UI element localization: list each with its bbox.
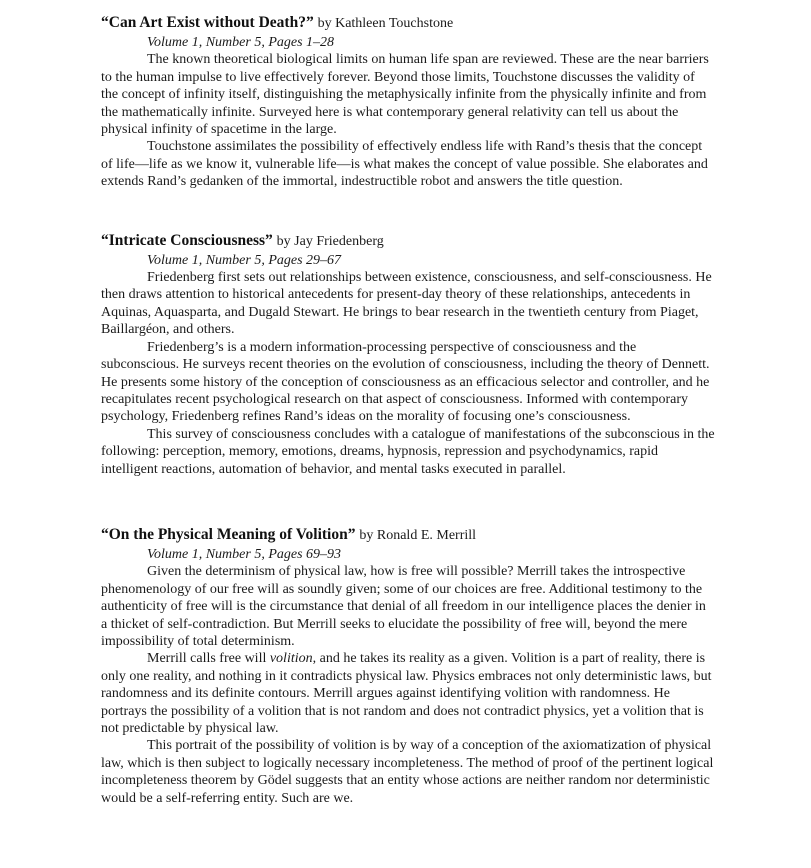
paragraph-run: Merrill calls free will bbox=[147, 651, 270, 667]
article-citation: Volume 1, Number 5, Pages 29–67 bbox=[147, 252, 342, 268]
article-paragraph bbox=[101, 650, 715, 737]
article-title-line bbox=[101, 13, 715, 34]
article-paragraph: Friedenberg first sets out relationships between existence, consciousness, and self-consciousness. He then draws attention to historical antecedents for present-day theory of these relationships, antecedents in Aquinas, Aquasparta, and Dugald Stewart. He brings to bear research in the twentieth century from Piaget, Baillargéon, and others. bbox=[101, 270, 712, 338]
article-paragraph: This survey of consciousness concludes with a catalogue of manifestations of the subconscious in the following: perception, memory, emotions, dreams, hypnosis, repression and psychodynamics, rapid intelligent reactions, automation of behavior, and mental tasks executed in parallel. bbox=[101, 426, 715, 477]
article-title: “Intricate Consciousness” bbox=[101, 231, 273, 249]
article-entry-intricate-consciousness bbox=[101, 231, 715, 478]
paragraph-run: , and he takes its reality as a given. Volition is a part of reality, there is only one reality, and nothing in it contradicts physical law. Physics embraces not only deterministic laws, but randomness and its definite contours. Merrill argues against identifying volition with randomness. He portrays the possibility of a volition that is not random and does not contradict physics, yet a volition that is not predictable by physical law. bbox=[101, 651, 712, 736]
article-entry-physical-meaning-of-volition bbox=[101, 525, 715, 807]
article-paragraph: Friedenberg’s is a modern information-processing perspective of consciousness and the subconscious. He surveys recent theories on the evolution of consciousness, including the theory of Dennett. He presents some history of the conception of consciousness as an efficacious selector and controller, and he recapitulates recent psychological research on that aspect of consciousness. Informed with contemporary psychology, Friedenberg refines Rand’s ideas on the morality of focusing one’s consciousness. bbox=[101, 339, 710, 425]
article-title-line bbox=[101, 231, 715, 252]
article-title-line bbox=[101, 525, 715, 546]
article-entry-can-art-exist bbox=[101, 13, 715, 191]
article-paragraph: This portrait of the possibility of volition is by way of a conception of the axiomatization of physical law, which is then subject to logically necessary incompleteness. The method of proof of the pertinent logical incompleteness theorem by Gödel suggests that an entity whose actions are neither random nor deterministic would be a self-referring entity. Such are we. bbox=[101, 738, 714, 806]
article-paragraph: The known theoretical biological limits on human life span are reviewed. These are the near barriers to the human impulse to live effectively forever. Beyond those limits, Touchstone discusses the validity of the concept of infinity itself, distinguishing the metaphysically infinite from the physically infinite and from the mathematically infinite. Surveyed here is what contemporary general relativity can tell us about the physical infinity of spacetime in the large. bbox=[101, 52, 709, 138]
article-paragraph: Touchstone assimilates the possibility of effectively endless life with Rand’s thesis that the concept of life—life as we know it, vulnerable life—is what makes the concept of value possible. She elaborates and extends Rand’s gedanken of the immortal, indestructible robot and answers the title question. bbox=[101, 139, 708, 190]
article-citation: Volume 1, Number 5, Pages 69–93 bbox=[147, 546, 342, 562]
article-citation: Volume 1, Number 5, Pages 1–28 bbox=[147, 35, 335, 50]
article-byline: by Jay Friedenberg bbox=[276, 233, 384, 249]
article-title: “On the Physical Meaning of Volition” bbox=[101, 525, 356, 543]
article-byline: by Ronald E. Merrill bbox=[359, 527, 477, 543]
article-title: “Can Art Exist without Death?” bbox=[101, 14, 314, 31]
article-paragraph: Given the determinism of physical law, how is free will possible? Merrill takes the introspective phenomenology of our free will as soundly given; some of our choices are free. Additional testimony to the authenticity of free will is the circumstance that denial of all freedom in our intelligence places the denier in a thicket of self-contradiction. But Merrill seeks to elucidate the possibility of free will, beyond the mere impossibility of total determinism. bbox=[101, 564, 706, 649]
paragraph-run-italic: volition bbox=[269, 651, 313, 667]
article-byline: by Kathleen Touchstone bbox=[317, 16, 454, 31]
